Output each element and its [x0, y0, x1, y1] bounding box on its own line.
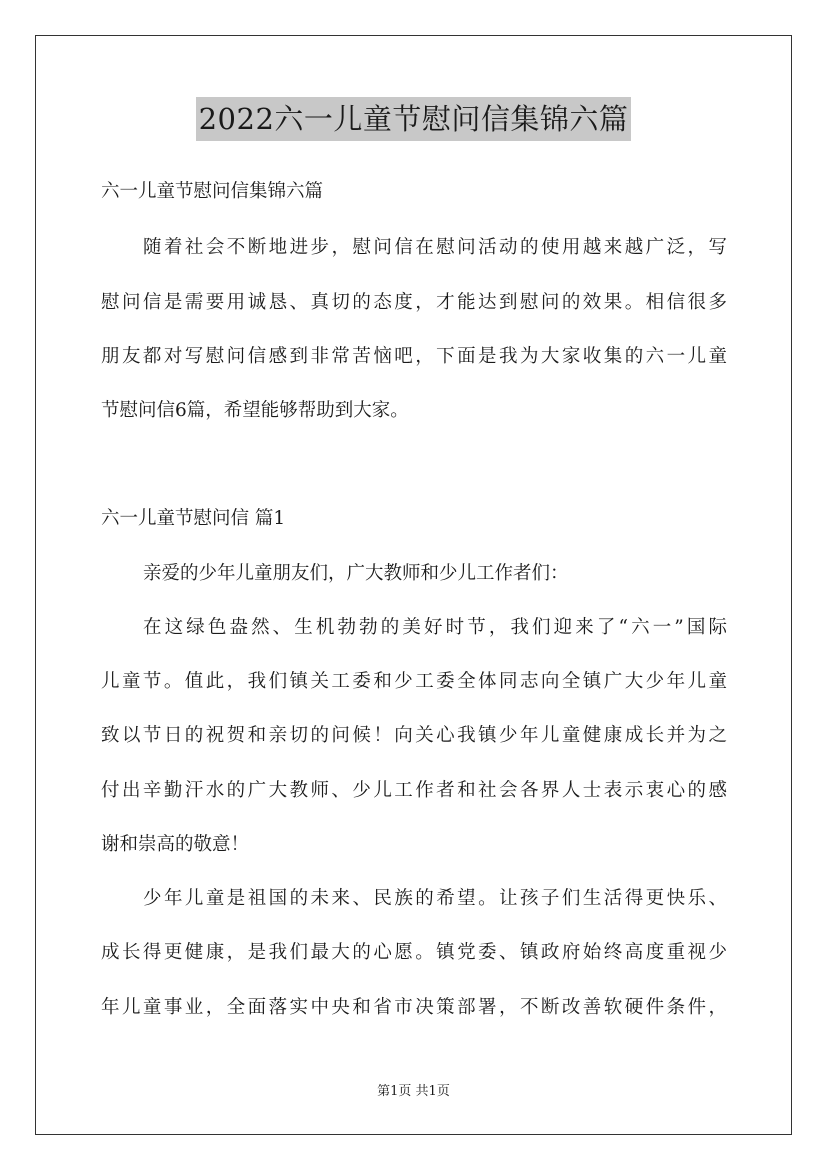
intro-line: 朋友都对写慰问信感到非常苦恼吧，下面是我为大家收集的六一儿童 — [101, 346, 727, 367]
page-footer: 第1页 共1页 — [377, 1084, 450, 1099]
intro-line: 随着社会不断地进步，慰问信在慰问活动的使用越来越广泛，写 — [143, 237, 727, 258]
salutation: 亲爱的少年儿童朋友们，广大教师和少儿工作者们： — [143, 563, 569, 584]
paragraph-line: 儿童节。值此，我们镇关工委和少工委全体同志向全镇广大少年儿童 — [101, 671, 727, 692]
paragraph-line: 致以节日的祝贺和亲切的问候！向关心我镇少年儿童健康成长并为之 — [101, 725, 727, 746]
title-container — [0, 97, 827, 141]
subtitle: 六一儿童节慰问信集锦六篇 — [101, 181, 324, 202]
paragraph-line: 付出辛勤汗水的广大教师、少儿工作者和社会各界人士表示衷心的感 — [101, 780, 727, 801]
paragraph-line: 在这绿色盎然、生机勃勃的美好时节，我们迎来了“六一”国际 — [143, 617, 727, 638]
section-heading: 六一儿童节慰问信 篇1 — [101, 508, 286, 529]
intro-line: 慰问信是需要用诚恳、真切的态度，才能达到慰问的效果。相信很多 — [101, 292, 727, 313]
paragraph-line: 成长得更健康，是我们最大的心愿。镇党委、镇政府始终高度重视少 — [101, 942, 727, 963]
intro-line: 节慰问信6篇，希望能够帮助到大家。 — [101, 400, 409, 421]
paragraph-line: 谢和崇高的敬意！ — [101, 834, 250, 855]
paragraph-line: 少年儿童是祖国的未来、民族的希望。让孩子们生活得更快乐、 — [143, 888, 727, 909]
paragraph-line: 年儿童事业，全面落实中央和省市决策部署，不断改善软硬件条件， — [101, 997, 727, 1018]
document-title: 2022六一儿童节慰问信集锦六篇 — [196, 97, 632, 141]
